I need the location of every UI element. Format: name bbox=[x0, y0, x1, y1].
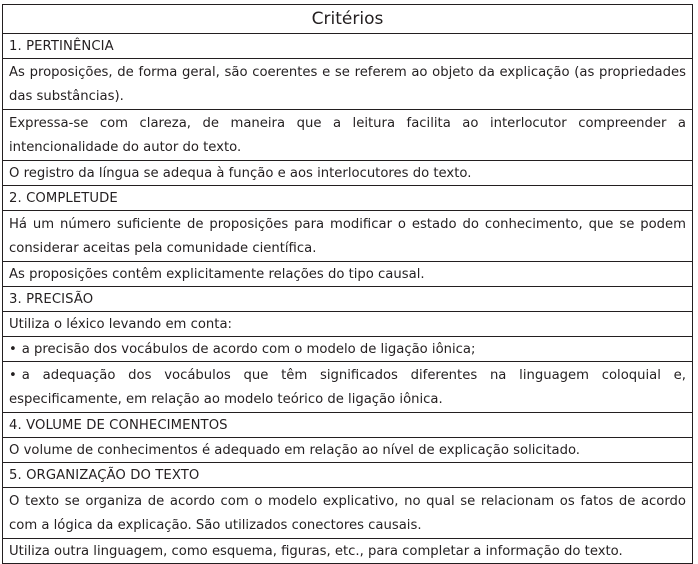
table-row: As proposições contêm explicitamente relações do tipo causal. bbox=[3, 262, 692, 287]
table-row: As proposições, de forma geral, são coerentes e se referem ao objeto da explicação (as propriedades das substâncias). bbox=[3, 59, 692, 110]
table-row: Expressa-se com clareza, de maneira que a leitura facilita ao interlocutor compreender a intencionalidade do autor do texto. bbox=[3, 110, 692, 161]
table-row: Utiliza outra linguagem, como esquema, figuras, etc., para completar a informação do texto. bbox=[9, 544, 623, 559]
table-row: Utiliza o léxico levando em conta: bbox=[3, 312, 692, 337]
bullet-item: • a precisão dos vocábulos de acordo com o modelo de ligação iônica; bbox=[3, 337, 692, 362]
criteria-table bbox=[2, 4, 693, 564]
section-pertinencia: 1. PERTINÊNCIA bbox=[3, 34, 692, 59]
table-row: Há um número suficiente de proposições para modificar o estado do conhecimento, que se podem considerar aceitas pela comunidade científica. bbox=[3, 211, 692, 262]
section-organizacao-texto: 5. ORGANIZAÇÃO DO TEXTO bbox=[3, 463, 692, 488]
section-volume-conhecimentos: 4. VOLUME DE CONHECIMENTOS bbox=[3, 413, 692, 438]
bullet-item: • a adequação dos vocábulos que têm significados diferentes na linguagem coloquial e, especificamente, em relação ao modelo teórico de ligação iônica. bbox=[3, 362, 692, 413]
section-precisao: 3. PRECISÃO bbox=[3, 287, 692, 312]
section-completude: 2. COMPLETUDE bbox=[3, 186, 692, 211]
table-row: O registro da língua se adequa à função e aos interlocutores do texto. bbox=[3, 161, 692, 186]
table-header: Critérios bbox=[3, 5, 692, 34]
table-row: O texto se organiza de acordo com o modelo explicativo, no qual se relacionam os fatos de acordo com a lógica da explicação. São utilizados conectores causais. bbox=[3, 488, 692, 539]
table-row: O volume de conhecimentos é adequado em relação ao nível de explicação solicitado. bbox=[3, 438, 692, 463]
